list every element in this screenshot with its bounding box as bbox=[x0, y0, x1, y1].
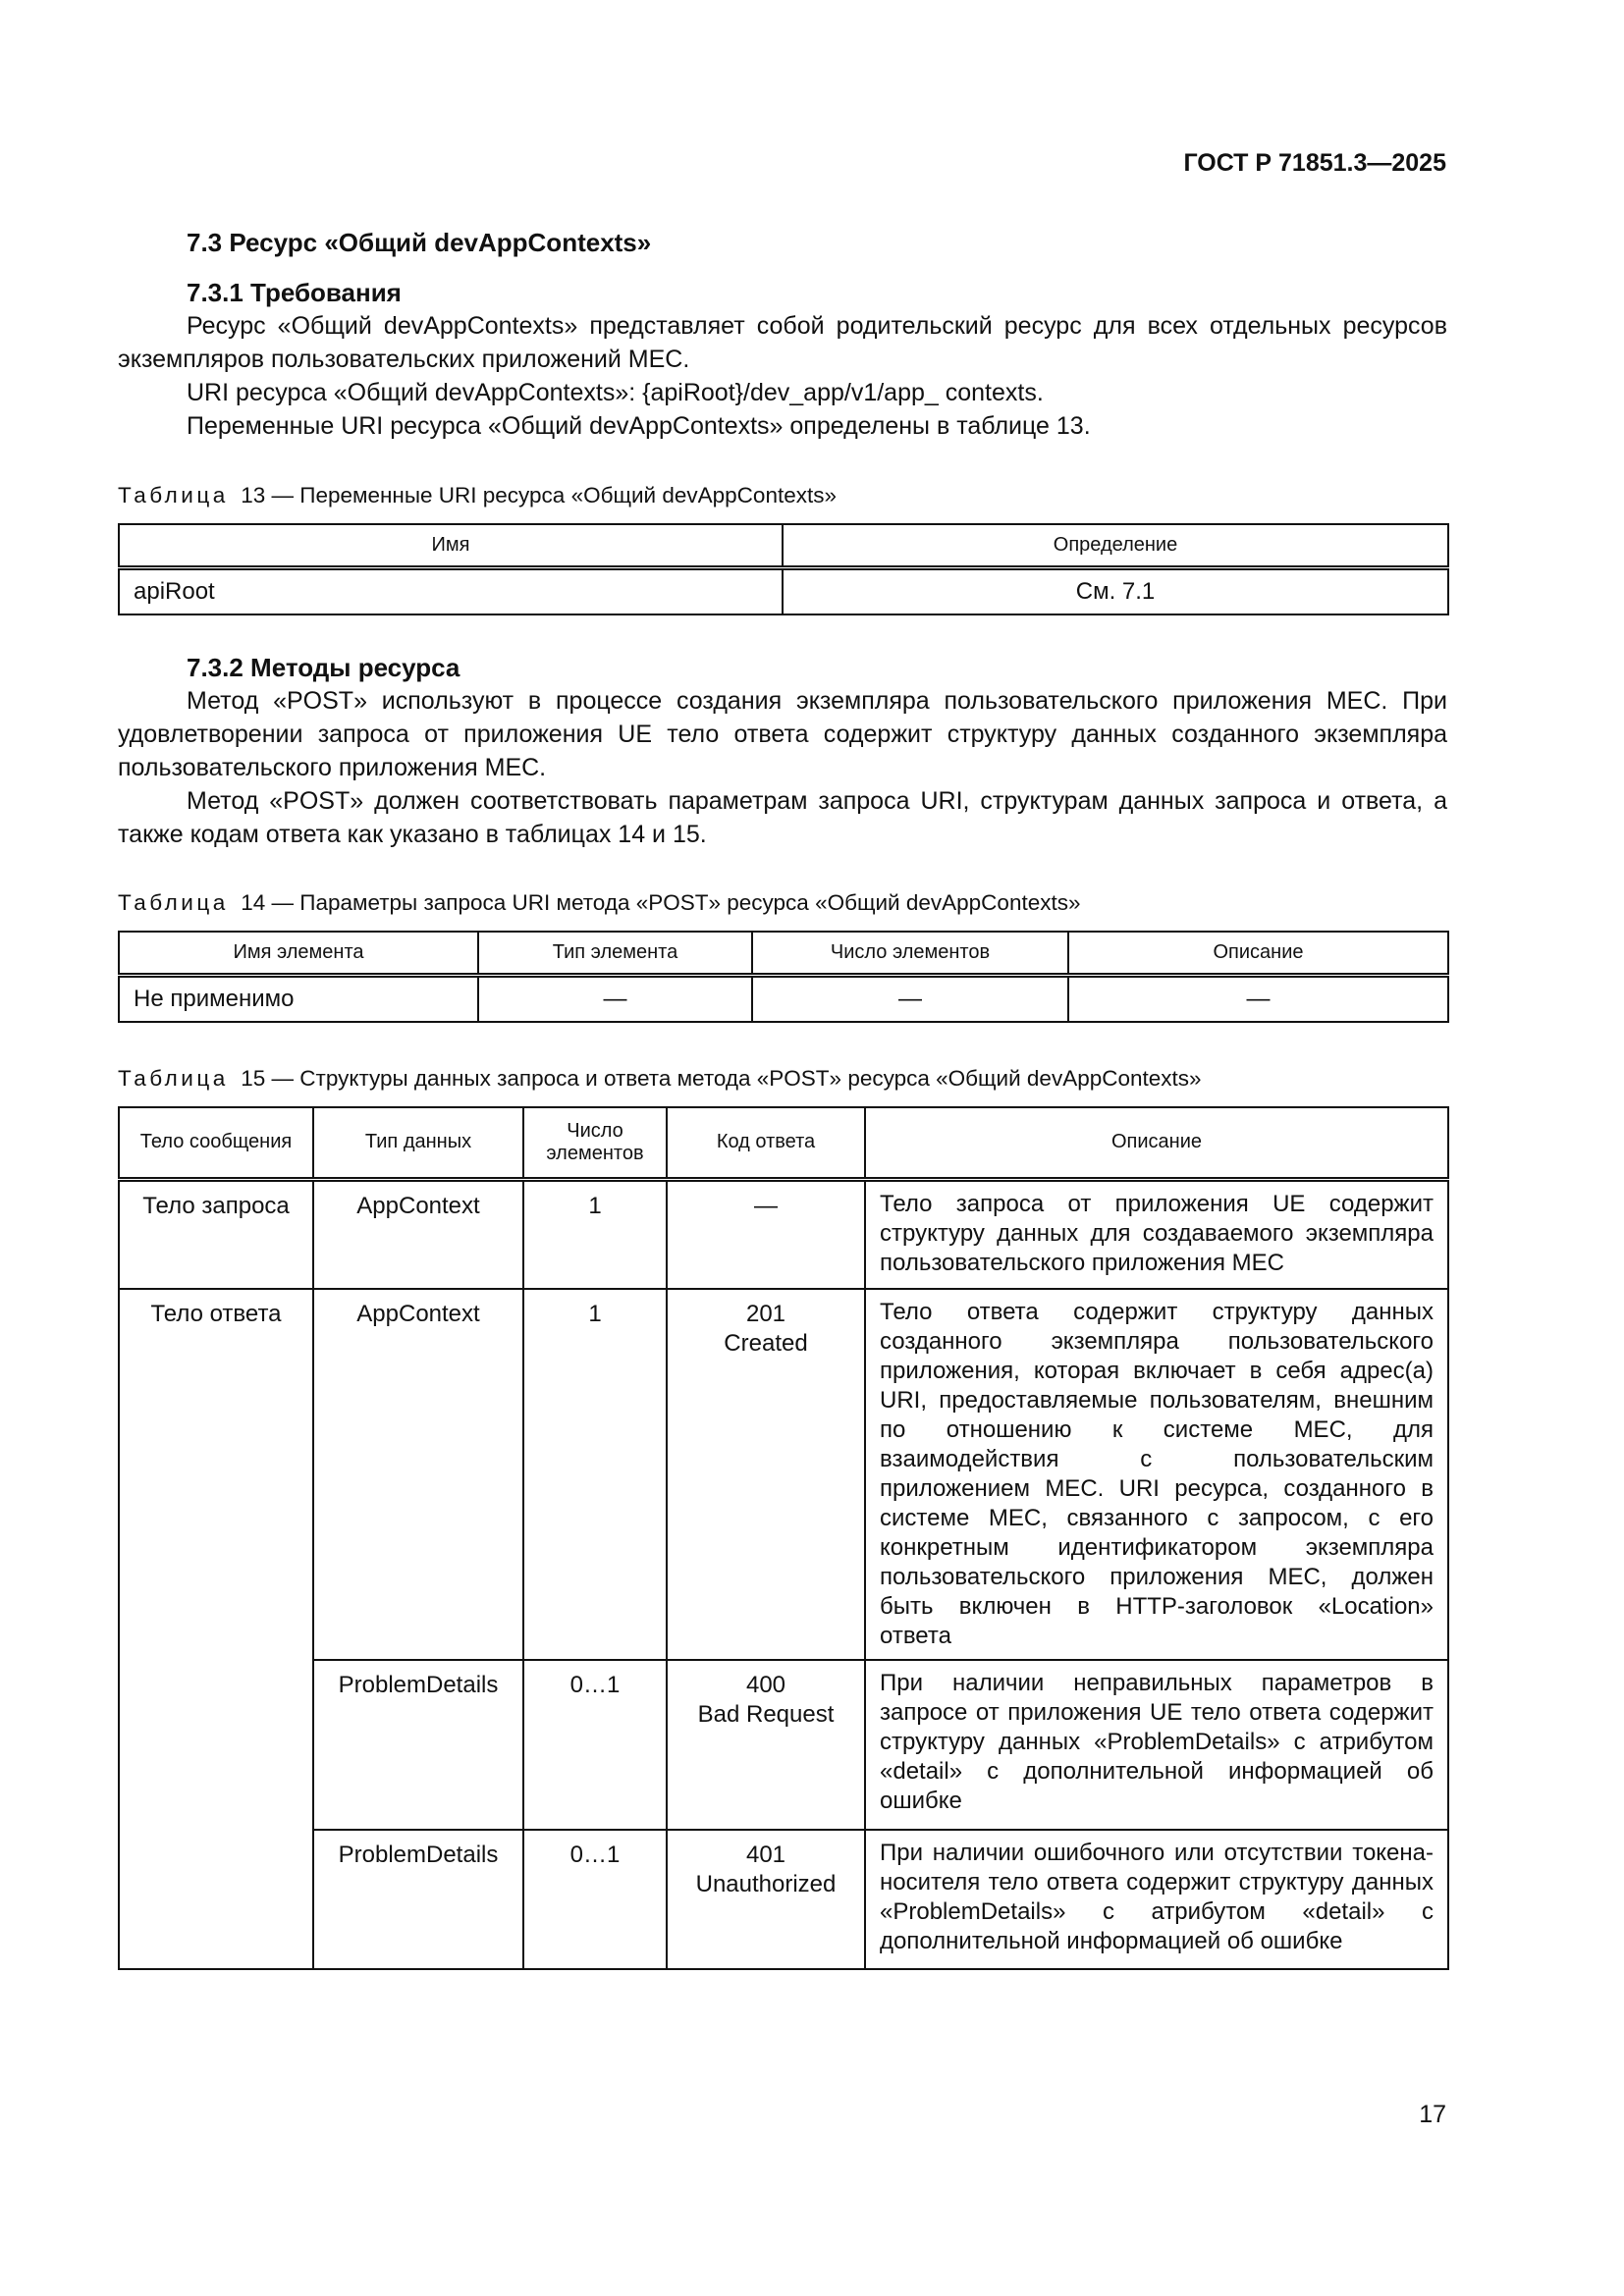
table13-caption bbox=[118, 483, 837, 508]
table13-header-name: Имя bbox=[119, 524, 783, 567]
response-code-text: Created bbox=[724, 1330, 808, 1357]
table15-cell-desc: Тело запроса от приложения UE содержит структуру данных для создаваемого экземпляра пользовательского приложения MEC bbox=[865, 1179, 1448, 1289]
response-code-number: 201 bbox=[745, 1301, 786, 1327]
paragraph-req-2: URI ресурса «Общий devAppContexts»: {apiRoot}/dev_app/v1/app_ contexts. bbox=[187, 379, 1044, 406]
response-code-number: 400 bbox=[745, 1672, 786, 1698]
paragraph-req-1: Ресурс «Общий devAppContexts» представляет собой родительский ресурс для всех отдельных ресурсов экземпляров пользовательских приложений MEC. bbox=[118, 312, 1447, 373]
table13-caption-text: 13 — Переменные URI ресурса «Общий devAppContexts» bbox=[241, 483, 837, 507]
table15-cell-count: 0…1 bbox=[523, 1660, 667, 1830]
response-code-text: Bad Request bbox=[697, 1701, 835, 1728]
table15-cell-code bbox=[667, 1289, 865, 1660]
table15-cell-desc: При наличии неправильных параметров в запросе от приложения UE тело ответа содержит структуру данных «ProblemDetails» с атрибутом «detail» с дополнительной информацией об ошибке bbox=[865, 1660, 1448, 1830]
table15-cell-desc: При наличии ошибочного или отсутствии токена-носителя тело ответа содержит структуру данных «ProblemDetails» с атрибутом «detail» с дополнительной информацией об ошибке bbox=[865, 1830, 1448, 1969]
table-row bbox=[119, 1830, 1448, 1969]
table-row bbox=[119, 1289, 1448, 1660]
subsection-heading-requirements: 7.3.1 Требования bbox=[187, 278, 402, 307]
table14 bbox=[118, 931, 1449, 1023]
table14-caption-text: 14 — Параметры запроса URI метода «POST» ресурса «Общий devAppContexts» bbox=[241, 890, 1081, 915]
table15-cell-code bbox=[667, 1830, 865, 1969]
table15-caption-text: 15 — Структуры данных запроса и ответа метода «POST» ресурса «Общий devAppContexts» bbox=[241, 1066, 1202, 1091]
table15-cell-code bbox=[667, 1179, 865, 1289]
table15-header: Тело сообщения bbox=[119, 1107, 313, 1179]
paragraph-methods-2: Метод «POST» должен соответствовать параметрам запроса URI, структурам данных запроса и ответа, а также кодам ответа как указано в таблицах 14 и 15. bbox=[118, 787, 1447, 848]
table13 bbox=[118, 523, 1449, 615]
response-code-number: 401 bbox=[745, 1842, 786, 1868]
table14-header: Тип элемента bbox=[478, 932, 752, 975]
table15-cell-code bbox=[667, 1660, 865, 1830]
table15-cell-desc: Тело ответа содержит структуру данных созданного экземпляра пользовательского приложения, которая включает в себя адрес(а) URI, предоставляемые пользователям, внешним по отношению к системе MEC, для взаимодействия с пользовательским приложением MEC. URI ресурса, созданного в системе MEC, связанного с запросом, с его конкретным идентификатором экземпляра пользовательского приложения MEC, должен быть включен в HTTP-заголовок «Location» ответа bbox=[865, 1289, 1448, 1660]
table15-cell-type: ProblemDetails bbox=[313, 1830, 523, 1969]
table15-header: Описание bbox=[865, 1107, 1448, 1179]
table15-cell-body: Тело запроса bbox=[119, 1179, 313, 1289]
table14-caption bbox=[118, 890, 1080, 916]
table14-header: Описание bbox=[1068, 932, 1448, 975]
table14-cell: — bbox=[752, 975, 1068, 1022]
table14-cell: Не применимо bbox=[119, 975, 478, 1022]
paragraph-methods-1: Метод «POST» используют в процессе создания экземпляра пользовательского приложения MEC. При удовлетворении запроса от приложения UE тело ответа содержит структуру данных созданного экземпляра пользовательского приложения MEC. bbox=[118, 687, 1447, 781]
table15-cell-count: 1 bbox=[523, 1289, 667, 1660]
table13-caption-prefix: Таблица bbox=[118, 483, 229, 507]
page-number: 17 bbox=[1419, 2101, 1446, 2128]
table15-header: Тип данных bbox=[313, 1107, 523, 1179]
table14-header: Имя элемента bbox=[119, 932, 478, 975]
table13-cell: apiRoot bbox=[119, 567, 783, 614]
table15-cell-type: AppContext bbox=[313, 1289, 523, 1660]
table-row bbox=[119, 1660, 1448, 1830]
table14-header: Число элементов bbox=[752, 932, 1068, 975]
table15-caption bbox=[118, 1066, 1202, 1092]
document-header: ГОСТ Р 71851.3—2025 bbox=[1183, 149, 1446, 177]
paragraph-req-3: Переменные URI ресурса «Общий devAppContexts» определены в таблице 13. bbox=[187, 412, 1091, 440]
table13-header-definition: Определение bbox=[783, 524, 1448, 567]
table14-cell: — bbox=[478, 975, 752, 1022]
table15-caption-prefix: Таблица bbox=[118, 1066, 229, 1091]
section-heading: 7.3 Ресурс «Общий devAppContexts» bbox=[187, 228, 652, 257]
table-row bbox=[119, 1179, 1448, 1289]
table15-cell-type: ProblemDetails bbox=[313, 1660, 523, 1830]
table15 bbox=[118, 1106, 1449, 1970]
response-code-text: Unauthorized bbox=[695, 1871, 837, 1897]
table14-cell: — bbox=[1068, 975, 1448, 1022]
table15-header: Число элементов bbox=[523, 1107, 667, 1179]
table15-cell-body: Тело ответа bbox=[119, 1289, 313, 1969]
table15-cell-count: 0…1 bbox=[523, 1830, 667, 1969]
table15-header: Код ответа bbox=[667, 1107, 865, 1179]
table14-caption-prefix: Таблица bbox=[118, 890, 229, 915]
subsection-heading-methods: 7.3.2 Методы ресурса bbox=[187, 653, 460, 682]
table13-cell: См. 7.1 bbox=[783, 567, 1448, 614]
response-code-number: — bbox=[754, 1192, 778, 1219]
table15-cell-count: 1 bbox=[523, 1179, 667, 1289]
table15-cell-type: AppContext bbox=[313, 1179, 523, 1289]
